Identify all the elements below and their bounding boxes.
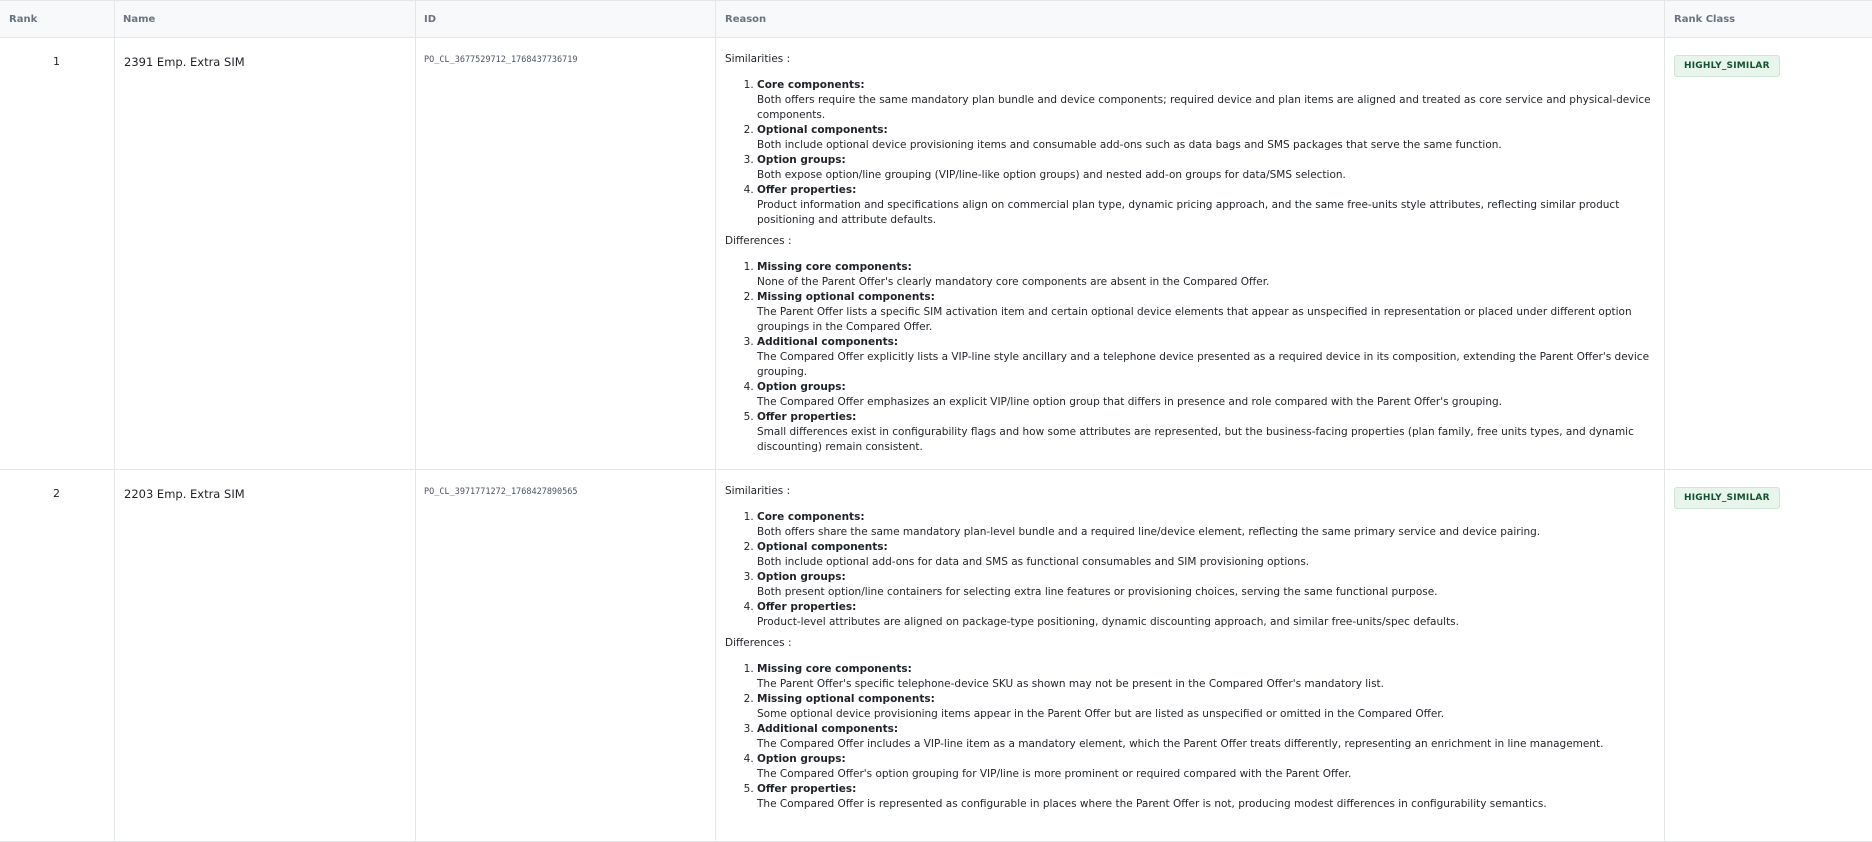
column-divider [415,38,416,469]
list-item [757,410,1655,455]
item-title: Option groups: [757,753,846,765]
item-body: The Parent Offer lists a specific SIM activation item and certain optional device elements that appear as unspecified in representation or placed under different option groupings in the Compared Offer. [757,306,1632,333]
rank-class-cell [1674,53,1780,77]
table-header [0,1,1872,38]
table-row[interactable] [0,470,1872,842]
column-header-rank-class[interactable]: Rank Class [1674,14,1736,25]
item-title: Additional components: [757,336,899,348]
list-item [757,662,1655,692]
item-title: Offer properties: [757,783,857,795]
rank-class-badge: HIGHLY_SIMILAR [1674,55,1780,77]
column-header-reason[interactable]: Reason [725,14,767,25]
column-divider [415,1,416,37]
item-body: Both offers require the same mandatory plan bundle and device components; required device and plan items are aligned and treated as core service and physical-device components. [757,94,1651,121]
item-title: Offer properties: [757,411,857,423]
item-body: The Compared Offer includes a VIP-line item as a mandatory element, which the Parent Offer treats differently, representing an enrichment in line management. [757,738,1604,750]
list-item [757,183,1655,228]
item-title: Optional components: [757,541,888,553]
column-header-id[interactable]: ID [424,14,437,25]
column-divider [715,1,716,37]
item-title: Option groups: [757,381,846,393]
column-divider [715,38,716,469]
item-title: Missing core components: [757,663,912,675]
list-item [757,570,1655,600]
item-title: Option groups: [757,154,846,166]
item-body: The Compared Offer's option grouping for VIP/line is more prominent or required compared with the Parent Offer. [757,768,1352,780]
column-header-rank[interactable]: Rank [9,14,38,25]
differences-list [725,662,1655,812]
item-body: Both offers share the same mandatory plan-level bundle and a required line/device element, reflecting the same primary service and device pairing. [757,526,1541,538]
list-item [757,782,1655,812]
list-item [757,380,1655,410]
item-body: Product information and specifications align on commercial plan type, dynamic pricing approach, and the same free-units style attributes, reflecting similar product positioning and attribute defaults. [757,199,1620,226]
offer-id: PO_CL_3677529712_1768437736719 [424,55,578,65]
offer-name: 2391 Emp. Extra SIM [124,55,245,69]
item-body: The Parent Offer's specific telephone-device SKU as shown may not be present in the Compared Offer's mandatory list. [757,678,1385,690]
item-title: Missing optional components: [757,291,935,303]
item-title: Missing optional components: [757,693,935,705]
list-item [757,260,1655,290]
offer-id: PO_CL_3971771272_1768427890565 [424,487,578,497]
list-item [757,752,1655,782]
differences-heading: Differences : [725,637,792,649]
similarities-list [725,510,1655,630]
column-divider [1664,470,1665,841]
item-title: Core components: [757,79,865,91]
rank-value: 2 [53,487,60,500]
item-body: Both expose option/line grouping (VIP/line-like option groups) and nested add-on groups for data/SMS selection. [757,169,1346,181]
item-title: Offer properties: [757,184,857,196]
column-header-name[interactable]: Name [123,14,156,25]
item-body: The Compared Offer explicitly lists a VIP-line style ancillary and a telephone device presented as a required device in its composition, extending the Parent Offer's device grouping. [757,351,1650,378]
item-body: The Compared Offer is represented as configurable in places where the Parent Offer is not, producing modest differences in configurability semantics. [757,798,1547,810]
offer-name: 2203 Emp. Extra SIM [124,487,245,501]
list-item [757,335,1655,380]
item-body: Both include optional add-ons for data and SMS as functional consumables and SIM provisioning options. [757,556,1310,568]
column-divider [114,38,115,469]
differences-heading: Differences : [725,235,792,247]
item-body: The Compared Offer emphasizes an explicit VIP/line option group that differs in presence and role compared with the Parent Offer's grouping. [757,396,1502,408]
rank-value: 1 [53,55,60,68]
item-body: None of the Parent Offer's clearly mandatory core components are absent in the Compared Offer. [757,276,1270,288]
column-divider [1664,38,1665,469]
list-item [757,290,1655,335]
differences-list [725,260,1655,455]
table-row[interactable] [0,38,1872,470]
list-item [757,153,1655,183]
item-body: Small differences exist in configurability flags and how some attributes are represented, but the business-facing properties (plan family, free units types, and dynamic discounting) remain consistent. [757,426,1634,453]
list-item [757,540,1655,570]
column-divider [114,1,115,37]
list-item [757,600,1655,630]
list-item [757,692,1655,722]
list-item [757,722,1655,752]
item-body: Some optional device provisioning items appear in the Parent Offer but are listed as unspecified or omitted in the Compared Offer. [757,708,1445,720]
similarities-heading: Similarities : [725,485,791,497]
item-title: Offer properties: [757,601,857,613]
column-divider [715,470,716,841]
item-title: Additional components: [757,723,899,735]
item-title: Optional components: [757,124,888,136]
rank-class-badge: HIGHLY_SIMILAR [1674,487,1780,509]
list-item [757,78,1655,123]
item-title: Option groups: [757,571,846,583]
item-title: Core components: [757,511,865,523]
similarities-heading: Similarities : [725,53,791,65]
similarities-list [725,78,1655,228]
reason-text [725,50,1655,455]
item-body: Product-level attributes are aligned on package-type positioning, dynamic discounting approach, and similar free-units/spec defaults. [757,616,1459,628]
column-divider [1664,1,1665,37]
list-item [757,123,1655,153]
column-divider [415,470,416,841]
item-title: Missing core components: [757,261,912,273]
item-body: Both include optional device provisioning items and consumable add-ons such as data bags and SMS packages that serve the same function. [757,139,1502,151]
reason-text [725,482,1655,812]
column-divider [114,470,115,841]
list-item [757,510,1655,540]
rank-class-cell [1674,485,1780,509]
item-body: Both present option/line containers for selecting extra line features or provisioning choices, serving the same functional purpose. [757,586,1438,598]
